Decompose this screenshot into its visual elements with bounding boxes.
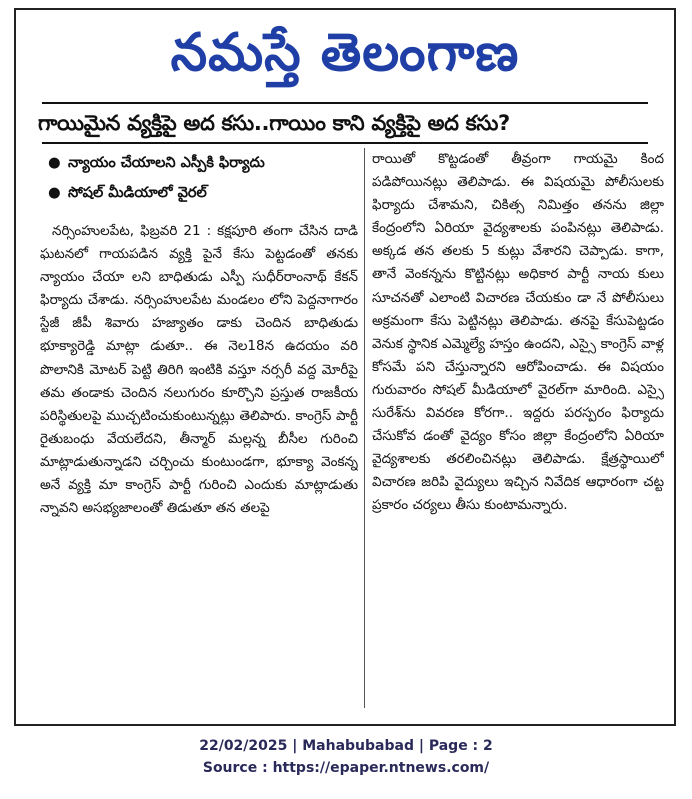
footer-source-line: Source : https://epaper.ntnews.com/	[202, 760, 490, 776]
masthead-logo: నమస్తే తెలంగాణ	[170, 22, 520, 83]
newspaper-clipping	[14, 8, 676, 726]
bullet-item	[40, 178, 358, 208]
bullet-dot-icon: ●	[48, 185, 61, 201]
article-body-right: రాయితో కొట్టడంతో తీవ్రంగా గాయమై కింద పడిపోయినట్లు తెలిపాడు. ఈ విషయమై పోలీసులకు ఫిర్యాదు చేశామని, చికిత్స నిమిత్తం తనను జిల్లా కేంద్రంలోని ఏరియా వైద్యశాలకు పంపినట్లు తెలిపాడు. అక్కడ తన తలకు 5 కుట్లు వేశారని చెప్పాడు. కాగా, తానే వెంకన్నను కొట్టినట్లు అధికార పార్టీ నాయ కులు సూచనతో ఎలాంటి విచారణ చేయకుం డా నే పోలీసులు అక్రమంగా కేసు పెట్టినట్లు తెలిపాడు. తనపై కేసుపెట్టడం వెనుక స్థానిక ఎమ్మెల్యే హస్తం ఉందని, ఎస్సై కాంగ్రెస్ వాళ్ల కోసమే పని చేస్తున్నారని ఆరోపించాడు. ఈ విషయం గురువారం సోషల్ మీడియాలో వైరల్‌గా మారింది. ఎస్సై సురేశ్‌ను వివరణ కోరగా.. ఇద్దరు పరస్పరం ఫిర్యాదు చేసుకోవ డంతో వైద్యం కోసం జిల్లా కేంద్రంలోని ఏరియా వైద్యశాలకు తరలించినట్లు తెలిపాడు. క్షేత్రస్థాయిలో విచారణ జరిపి వైద్యులు ఇచ్చిన నివేదిక ఆధారంగా చట్ట ప్రకారం చర్యలు తీసు కుంటామన్నారు.	[372, 151, 664, 514]
footer-date-line: 22/02/2025 | Mahabubabad | Page : 2	[199, 738, 493, 754]
bullet-dot-icon: ●	[48, 155, 61, 171]
article-body-left: నర్సింహులపేట, ఫిబ్రవరి 21 : కక్షపూరి తంగా చేసిన దాడి ఘటనలో గాయపడిన వ్యక్తి పైనే కేసు పెట్టడంతో తనకు న్యాయం చేయా లని బాధితుడు ఎస్పీ సుధీర్‌రాంనాథ్ కేకన్ ఫిర్యాదు చేశాడు. నర్సింహులపేట మండలం లోని పెద్దనాగారం స్టేజీ జీపీ శివారు హజ్యాతం డాకు చెందిన బాధితుడు భూక్యారెడ్డి మాట్లా డుతూ.. ఈ నెల18న ఉదయం వరి పొలానికి మోటర్ పెట్టి తిరిగి ఇంటికి వస్తూ నర్సరీ వద్ద మోరీపై తమ తండాకు చెందిన నలుగురం కూర్చొని ప్రస్తుత రాజకీయ పరిస్థితులపై ముచ్చటించుకుంటున్నట్లు తెలిపారు. కాంగ్రెస్ పార్టీ రైతుబంధు వేయలేదని, తీన్మార్ మల్లన్న బీసీల గురించి మాట్లాడుతున్నాడని చర్చించు కుంటుండగా, భూక్యా వెంకన్న అనే వ్యక్తి మా కాంగ్రెస్ పార్టీ గురించి ఎందుకు మాట్లాడుతు న్నావని అసభ్యజాలంతో తిడుతూ తన తలపై	[40, 223, 358, 517]
article-headline: గాయిమైన వ్యక్తిపై అద కసు..గాయిం కాని వ్యక్తిపై అద కసు?	[38, 111, 510, 135]
source-footer	[0, 735, 692, 779]
left-column	[40, 148, 358, 718]
headline-rule	[42, 142, 648, 144]
bullet-text: న్యాయం చేయాలని ఎస్పీకి ఫిర్యాదు	[68, 155, 265, 171]
bullet-item	[40, 148, 358, 178]
column-divider	[364, 148, 365, 708]
top-rule	[42, 102, 648, 104]
right-column	[372, 148, 664, 718]
bullet-text: సోషల్ మీడియాలో వైరల్	[68, 185, 207, 201]
